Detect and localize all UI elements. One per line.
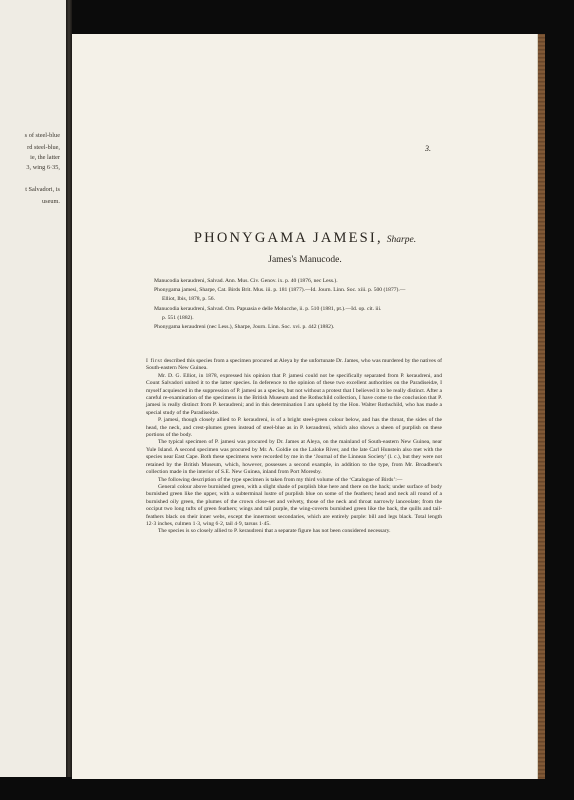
left-page-line: useum. <box>41 198 60 205</box>
synonym-entry: Manucodia keraudreni, Salvad. Orn. Papuasia e delle Molucche, ii. p. 510 (1881, pt.).—Id. op. cit. iii. <box>154 306 382 312</box>
paragraph: P. jamesi, though closely allied to P. keraudreni, is of a bright steel-green colour below, and has the throat, the sides of the head, the neck, and crest-plumes green instead of steel-blue as in P. keraudreni, which also shows a sheen of purplish on these portions of the body. <box>146 417 442 439</box>
paragraph: The following description of the type specimen is taken from my third volume of the ‘Catalogue of Birds’:— <box>158 476 403 483</box>
synonym-entry: Phonygama jamesi, Sharpe, Cat. Birds Brit. Mus. iii. p. 181 (1877).—Id. Journ. Linn. Soc. xiii. p. 500 (1877).— <box>154 287 406 293</box>
left-page-line: s of steel-blue <box>24 132 60 139</box>
synonym-entry: Manucodia keraudreni, Salvad. Ann. Mus. Civ. Genov. ix. p. 40 (1876, nec Less.). <box>154 278 338 284</box>
page-number: 3. <box>425 144 431 153</box>
synonym-entry: Elliot, Ibis, 1878, p. 56. <box>162 296 215 302</box>
paragraph-lead: I first <box>146 358 163 364</box>
paragraph: The typical specimen of P. jamesi was procured by Dr. James at Aleya, on the mainland of South-eastern New Guinea, near Yule Island. A second specimen was procured by Mr. A. Goldie on the Laloke River, and the late Carl Hunstein also met with the species near East Cape. Both these specimens were recorded by me in the ‘Journal of the Linnean Society’ (l. c.), but they were not retained by the British Museum, which, however, possesses a second example, in addition to the type, from Mr. Broadbent's collection made in the interior of S.E. New Guinea, inland from Port Moresby. <box>146 439 442 476</box>
left-page-line: ie, the latter <box>30 154 60 161</box>
common-name: James's Manucode. <box>268 255 342 265</box>
paragraph: Mr. D. G. Elliot, in 1878, expressed his opinion that P. jamesi could not be specifically separated from P. keraudreni, and Count Salvadori united it to the latter species. In deference to the opinion of these two excellent authorities on the Paradiseidæ, I myself acquiesced in the suppression of P. jamesi as a species, but not without a protest that I believed it to be really distinct. After a careful re-examination of the specimens in the British Museum and the Rothschild collection, I have come to the conclusion that P. jamesi is really distinct from P. keraudreni; and in this determination I am upheld by the Hon. Walter Rothschild, who has made a special study of the Paradiseidæ. <box>146 372 442 416</box>
paragraph-text: described this species from a specimen procured at Aleya by the unfortunate Dr. James, who was murdered by the natives of South-eastern New Guinea. <box>146 358 442 372</box>
species-author: Sharpe. <box>386 235 417 245</box>
left-page-line: rd steel-blue, <box>27 144 60 151</box>
synonym-entry: p. 551 (1882). <box>162 315 194 321</box>
paragraph <box>146 358 442 373</box>
paragraph: General colour above burnished green, with a slight shade of purplish blue here and there on the back; under surface of body burnished green like the upper, with a subterminal lustre of purplish blue on some of the feathers; head and neck all round of a burnished oily green, the plumes of the crown close-set and velvety, those of the neck and throat narrowly lanceolate; from the occiput two long tufts of green feathers; wings and tail purple, the wing-coverts burnished green like the back, the quills and tail-feathers black on their inner webs, except the innermost secondaries, which are entirely purple: bill and legs black. Total length 12·3 inches, culmen 1·3, wing 6·2, tail 4·9, tarsus 1·45. <box>146 483 442 527</box>
species-title <box>72 230 538 247</box>
body-text <box>146 358 442 536</box>
species-name: PHONYGAMA JAMESI, <box>193 230 383 246</box>
left-page-line: t Salvadori, is <box>25 186 60 193</box>
synonym-entry: Phonygama keraudreni (nec Less.), Sharpe, Journ. Linn. Soc. xvi. p. 442 (1882). <box>154 324 335 330</box>
left-page-line: 3, wing 6·35, <box>26 164 60 171</box>
book-page <box>72 34 538 779</box>
previous-page <box>0 0 67 777</box>
paragraph: The species is so closely allied to P. keraudreni that a separate figure has not been considered necessary. <box>158 528 391 535</box>
page-edge <box>538 34 545 779</box>
